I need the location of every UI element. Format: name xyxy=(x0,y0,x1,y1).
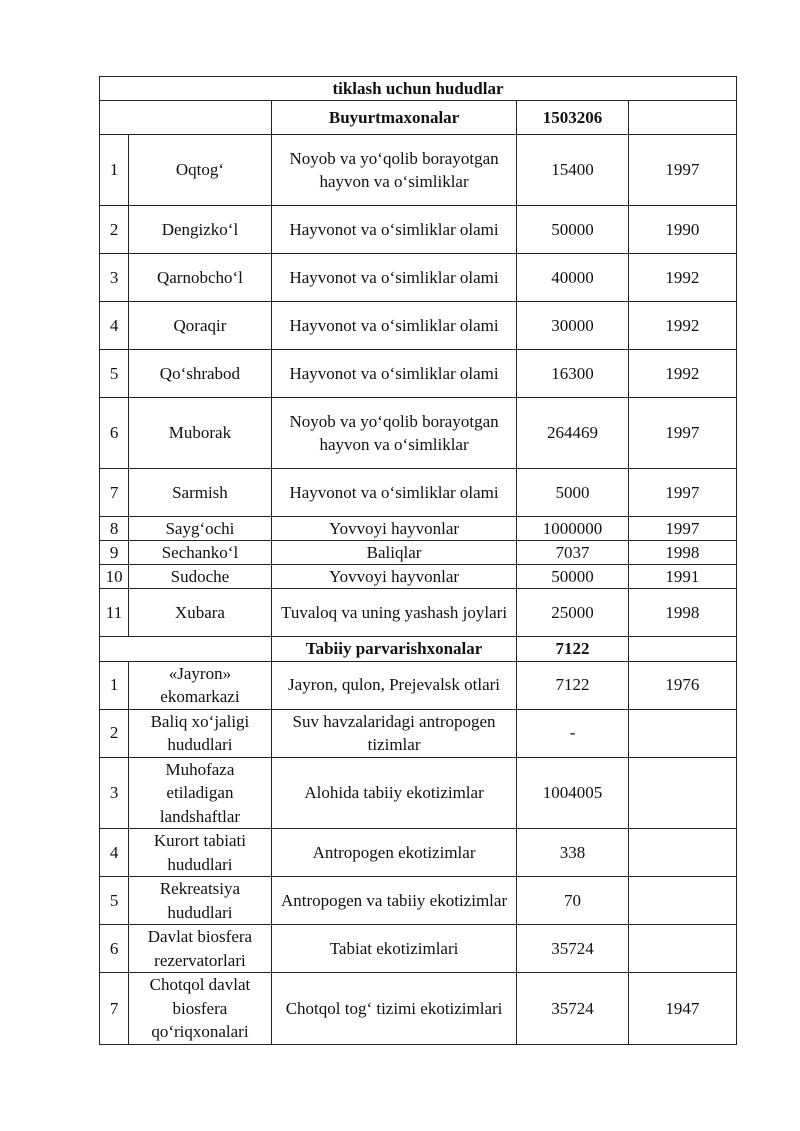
table-row xyxy=(100,661,737,709)
row-description: Suv havzalaridagi antropogen tizimlar xyxy=(271,709,517,757)
row-name: Muborak xyxy=(129,398,272,469)
row-number: 5 xyxy=(100,877,129,925)
row-description: Hayvonot va o‘simliklar olami xyxy=(271,302,517,350)
row-year: 1998 xyxy=(628,589,736,637)
row-year: 1992 xyxy=(628,350,736,398)
row-number: 3 xyxy=(100,757,129,829)
row-area: 50000 xyxy=(517,565,628,589)
row-name: «Jayron» ekomarkazi xyxy=(129,661,272,709)
row-description: Antropogen ekotizimlar xyxy=(271,829,517,877)
row-description: Hayvonot va o‘simliklar olami xyxy=(271,206,517,254)
row-name: Rekreatsiya hududlari xyxy=(129,877,272,925)
row-year xyxy=(628,925,736,973)
section-empty-cell xyxy=(100,101,272,135)
row-number: 6 xyxy=(100,925,129,973)
row-area: 40000 xyxy=(517,254,628,302)
row-year: 1998 xyxy=(628,541,736,565)
row-number: 10 xyxy=(100,565,129,589)
row-area: 25000 xyxy=(517,589,628,637)
row-description: Noyob va yo‘qolib borayotgan hayvon va o‘simliklar xyxy=(271,135,517,206)
row-year: 1976 xyxy=(628,661,736,709)
row-name: Sudoche xyxy=(129,565,272,589)
row-description: Hayvonot va o‘simliklar olami xyxy=(271,350,517,398)
row-number: 7 xyxy=(100,973,129,1045)
table-row xyxy=(100,302,737,350)
row-area: 7122 xyxy=(517,661,628,709)
row-number: 2 xyxy=(100,709,129,757)
row-number: 4 xyxy=(100,829,129,877)
row-description: Hayvonot va o‘simliklar olami xyxy=(271,469,517,517)
row-year: 1991 xyxy=(628,565,736,589)
row-area: 70 xyxy=(517,877,628,925)
row-number: 7 xyxy=(100,469,129,517)
table-row xyxy=(100,517,737,541)
row-number: 4 xyxy=(100,302,129,350)
row-description: Baliqlar xyxy=(271,541,517,565)
section-total: 1503206 xyxy=(517,101,628,135)
row-name: Sechanko‘l xyxy=(129,541,272,565)
row-area: 35724 xyxy=(517,973,628,1045)
table-title: tiklash uchun hududlar xyxy=(100,77,737,101)
row-number: 8 xyxy=(100,517,129,541)
protected-areas-table xyxy=(99,76,737,1045)
row-area: 16300 xyxy=(517,350,628,398)
row-year xyxy=(628,709,736,757)
row-number: 1 xyxy=(100,661,129,709)
row-name: Xubara xyxy=(129,589,272,637)
row-area: 7037 xyxy=(517,541,628,565)
row-name: Chotqol davlat biosfera qo‘riqxonalari xyxy=(129,973,272,1045)
row-area: 5000 xyxy=(517,469,628,517)
section-header-row xyxy=(100,101,737,135)
table-row xyxy=(100,135,737,206)
table-row xyxy=(100,541,737,565)
table-row xyxy=(100,350,737,398)
row-name: Qo‘shrabod xyxy=(129,350,272,398)
row-year: 1990 xyxy=(628,206,736,254)
table-row xyxy=(100,877,737,925)
row-description: Yovvoyi hayvonlar xyxy=(271,517,517,541)
row-number: 3 xyxy=(100,254,129,302)
row-area: 1000000 xyxy=(517,517,628,541)
table-row xyxy=(100,757,737,829)
row-name: Davlat biosfera rezervatorlari xyxy=(129,925,272,973)
table-title-row xyxy=(100,77,737,101)
row-year: 1997 xyxy=(628,398,736,469)
section-name: Tabiiy parvarishxonalar xyxy=(271,637,517,662)
row-number: 2 xyxy=(100,206,129,254)
table-row xyxy=(100,709,737,757)
row-description: Yovvoyi hayvonlar xyxy=(271,565,517,589)
section-header-row xyxy=(100,637,737,662)
table-row xyxy=(100,254,737,302)
row-year: 1997 xyxy=(628,469,736,517)
row-name: Qarnobcho‘l xyxy=(129,254,272,302)
table-row xyxy=(100,589,737,637)
row-year: 1997 xyxy=(628,517,736,541)
row-name: Sayg‘ochi xyxy=(129,517,272,541)
row-name: Dengizko‘l xyxy=(129,206,272,254)
row-area: 338 xyxy=(517,829,628,877)
section-empty-cell xyxy=(628,101,736,135)
row-number: 5 xyxy=(100,350,129,398)
section-empty-cell xyxy=(100,637,272,662)
table-row xyxy=(100,565,737,589)
row-description: Tuvaloq va uning yashash joylari xyxy=(271,589,517,637)
row-description: Hayvonot va o‘simliklar olami xyxy=(271,254,517,302)
row-name: Qoraqir xyxy=(129,302,272,350)
row-name: Muhofaza etiladigan landshaftlar xyxy=(129,757,272,829)
table-row xyxy=(100,925,737,973)
row-description: Jayron, qulon, Prejevalsk otlari xyxy=(271,661,517,709)
table-row xyxy=(100,398,737,469)
row-name: Oqtog‘ xyxy=(129,135,272,206)
row-year: 1992 xyxy=(628,254,736,302)
row-name: Kurort tabiati hududlari xyxy=(129,829,272,877)
table-row xyxy=(100,206,737,254)
table-row xyxy=(100,973,737,1045)
row-number: 11 xyxy=(100,589,129,637)
section-name: Buyurtmaxonalar xyxy=(271,101,517,135)
table-row xyxy=(100,829,737,877)
row-description: Noyob va yo‘qolib borayotgan hayvon va o‘simliklar xyxy=(271,398,517,469)
row-area: 1004005 xyxy=(517,757,628,829)
row-description: Tabiat ekotizimlari xyxy=(271,925,517,973)
row-number: 1 xyxy=(100,135,129,206)
row-year xyxy=(628,877,736,925)
row-year xyxy=(628,757,736,829)
row-area: 35724 xyxy=(517,925,628,973)
row-year: 1947 xyxy=(628,973,736,1045)
row-name: Baliq xo‘jaligi hududlari xyxy=(129,709,272,757)
row-description: Alohida tabiiy ekotizimlar xyxy=(271,757,517,829)
row-description: Chotqol tog‘ tizimi ekotizimlari xyxy=(271,973,517,1045)
row-year: 1997 xyxy=(628,135,736,206)
table-row xyxy=(100,469,737,517)
row-area: 264469 xyxy=(517,398,628,469)
row-number: 6 xyxy=(100,398,129,469)
row-year xyxy=(628,829,736,877)
section-total: 7122 xyxy=(517,637,628,662)
row-area: 15400 xyxy=(517,135,628,206)
row-year: 1992 xyxy=(628,302,736,350)
row-number: 9 xyxy=(100,541,129,565)
row-area: 50000 xyxy=(517,206,628,254)
row-area: - xyxy=(517,709,628,757)
section-empty-cell xyxy=(628,637,736,662)
row-name: Sarmish xyxy=(129,469,272,517)
row-area: 30000 xyxy=(517,302,628,350)
row-description: Antropogen va tabiiy ekotizimlar xyxy=(271,877,517,925)
